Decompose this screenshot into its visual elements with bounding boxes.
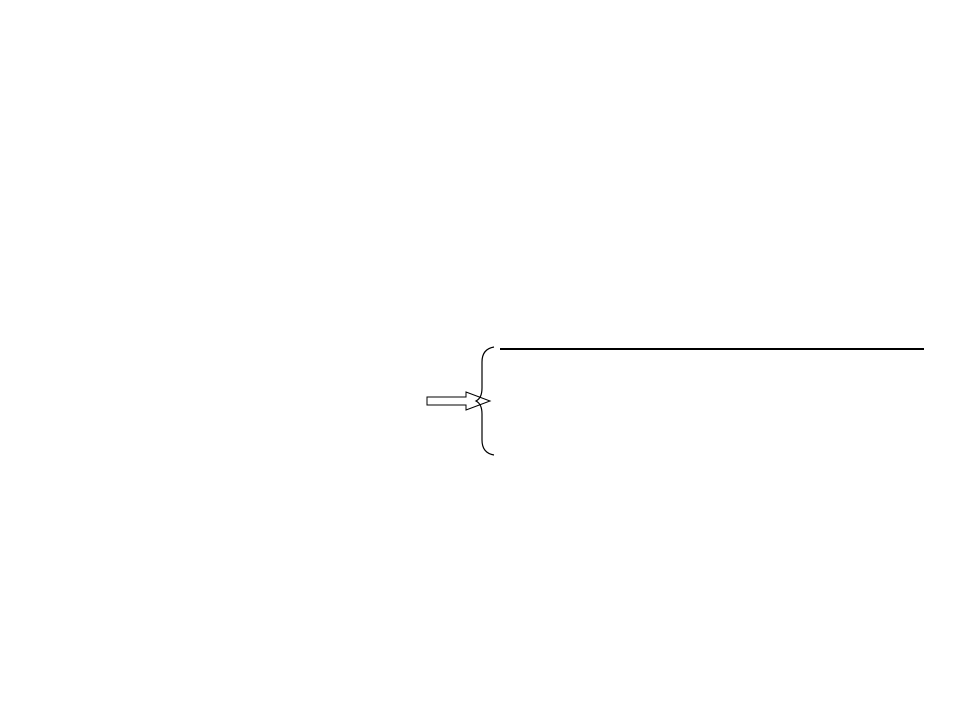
phase-1-1-task-table [500,348,924,350]
